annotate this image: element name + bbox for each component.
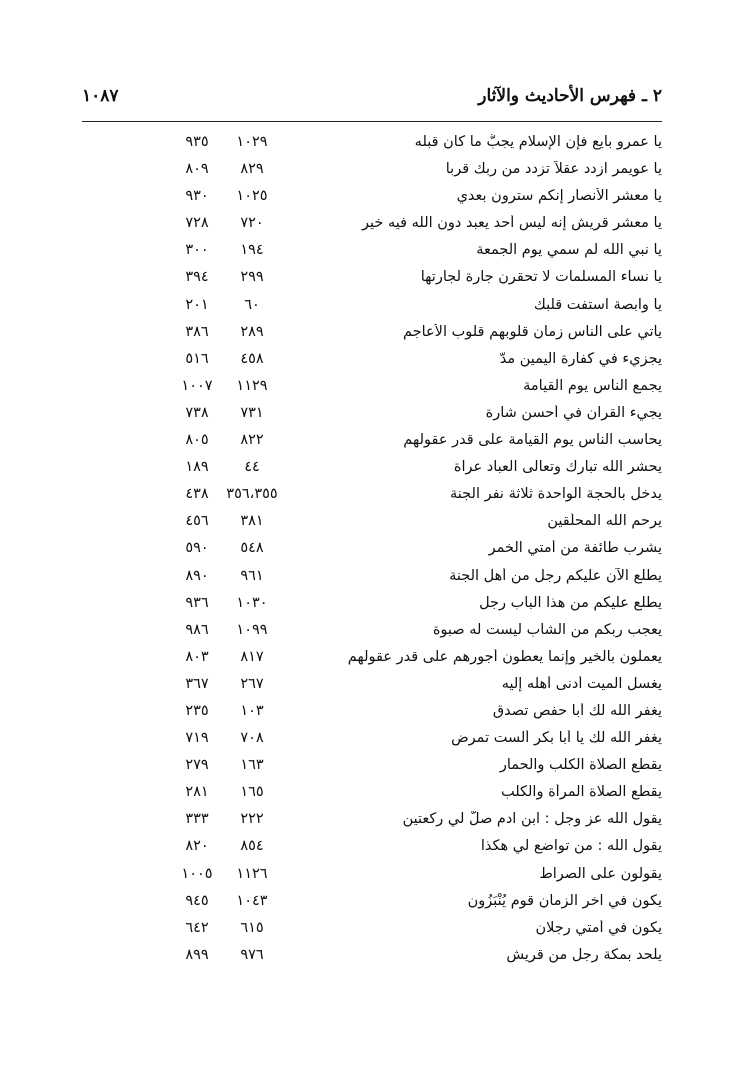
page-reference: ٩٣٠: [185, 188, 209, 205]
reference-number: ١٩٤: [240, 242, 264, 259]
hadith-text: يغفر الله لك يا أبا بكر ألست تمرض: [451, 730, 662, 747]
page-reference: ٧٢٨: [185, 215, 209, 232]
table-row: [82, 592, 662, 619]
table-row: [82, 917, 662, 944]
table-row: [82, 402, 662, 429]
table-row: [82, 944, 662, 971]
table-row: [82, 321, 662, 348]
hadith-text: يأتي على الناس زمان قلوبهم قلوب الأعاجم: [403, 323, 662, 340]
page-reference: ٧٣٨: [185, 404, 209, 421]
reference-number: ٨٢٢: [240, 432, 264, 449]
table-row: [82, 700, 662, 727]
reference-number: ٨١٧: [240, 648, 264, 665]
reference-number: ٨٢٩: [240, 161, 264, 178]
hadith-text: يجيء القرآن في أحسن شارة: [485, 404, 662, 421]
hadith-text: يطلع الآن عليكم رجل من أهل الجنة: [449, 567, 662, 584]
table-row: [82, 863, 662, 890]
table-row: [82, 429, 662, 456]
page-reference: ٢٠١: [185, 296, 209, 313]
page-reference: ١٠٠٥: [181, 865, 213, 882]
reference-number: ١٦٣: [240, 757, 264, 774]
table-row: [82, 673, 662, 700]
hadith-text: يكون في أمتي رجلان: [535, 919, 662, 936]
page-reference: ١٨٩: [185, 459, 209, 476]
hadith-text: يجمع الناس يوم القيامة: [523, 377, 662, 394]
hadith-text: يقطع الصلاة المرأة والكلب: [500, 784, 662, 801]
table-row: [82, 348, 662, 375]
page-reference: ٢٨١: [185, 784, 209, 801]
reference-number: ١٦٥: [240, 784, 264, 801]
hadith-text: يحشر الله تبارك وتعالى العباد عراة: [453, 459, 662, 476]
page-reference: ٨٢٠: [185, 838, 209, 855]
reference-number: ٢٢٢: [240, 811, 264, 828]
table-row: [82, 185, 662, 212]
reference-number: ٧٢٠: [240, 215, 264, 232]
hadith-text: يقطع الصلاة الكلب والحمار: [499, 757, 662, 774]
page-reference: ٥٩٠: [185, 540, 209, 557]
page-reference: ٦٤٢: [185, 919, 209, 936]
page-number: ١٠٨٧: [82, 86, 119, 106]
hadith-text: يا عمرو بايع فإن الإسلام يجبُّ ما كان قبله: [414, 134, 662, 150]
hadith-text: يا وابصة استفت قلبك: [533, 296, 662, 313]
table-row: [82, 375, 662, 402]
table-row: [82, 890, 662, 917]
table-row: [82, 510, 662, 537]
hadith-text: يا نساء المسلمات لا تحقرن جارة لجارتها: [420, 269, 662, 286]
table-row: [82, 158, 662, 185]
reference-number: ١٠٣٠: [236, 594, 268, 611]
page-header: [82, 86, 662, 120]
header-rule: [82, 121, 662, 122]
table-row: [82, 294, 662, 321]
hadith-text: يحاسب الناس يوم القيامة على قدر عقولهم: [403, 432, 662, 449]
page-reference: ٨٠٩: [185, 161, 209, 178]
table-row: [82, 646, 662, 673]
table-row: [82, 808, 662, 835]
hadith-text: يطلع عليكم من هذا الباب رجل: [479, 594, 662, 611]
page-reference: ٩٨٦: [185, 621, 209, 638]
page-reference: ٩٣٥: [185, 134, 209, 150]
hadith-index-table: [82, 131, 662, 971]
table-row: [82, 483, 662, 510]
table-row: [82, 565, 662, 592]
reference-number: ٩٧٦: [240, 946, 264, 963]
table-row: [82, 266, 662, 293]
hadith-text: يعجب ربكم من الشاب ليست له صبوة: [432, 621, 662, 638]
hadith-text: يرحم الله المحلّقين: [547, 513, 662, 530]
reference-number: ٢٩٩: [240, 269, 264, 286]
reference-number: ٢٦٧: [240, 675, 264, 692]
table-row: [82, 727, 662, 754]
reference-number: ١١٢٩: [236, 377, 268, 394]
reference-number: ٧٠٨: [240, 730, 264, 747]
page-reference: ٧١٩: [185, 730, 209, 747]
hadith-text: يا عويمر ازدد عقلاً تزدد من ربك قربا: [445, 161, 662, 178]
reference-number: ٣٨١: [240, 513, 264, 530]
page-reference: ١٠٠٧: [181, 377, 213, 394]
hadith-text: يكون في آخر الزمان قوم يُنْبَزُون: [467, 892, 662, 909]
hadith-text: يا نبي الله لم سمي يوم الجمعة: [476, 242, 662, 259]
hadith-text: يلحد بمكة رجل من قريش: [506, 946, 662, 963]
page-reference: ٣٩٤: [185, 269, 209, 286]
page-reference: ٨٩٩: [185, 946, 209, 963]
hadith-text: يشرب طائفة من أمتي الخمر: [488, 540, 662, 557]
reference-number: ١٠٩٩: [236, 621, 268, 638]
hadith-text: يقول الله : من تواضع لي هكذا: [480, 838, 662, 855]
table-row: [82, 212, 662, 239]
page-reference: ٤٣٨: [185, 486, 209, 503]
reference-number: ٥٤٨: [240, 540, 264, 557]
hadith-text: يقول الله عز وجل : ابن آدم صلّ لي ركعتين: [402, 811, 662, 828]
table-row: [82, 754, 662, 781]
hadith-text: يعملون بالخير وإنما يعطون أجورهم على قدر عقولهم: [347, 648, 662, 665]
page-reference: ٤٥٦: [185, 513, 209, 530]
reference-number: ٣٥٦،٣٥٥: [226, 486, 278, 503]
reference-number: ٤٤: [244, 459, 260, 476]
running-title: ٢ ـ فهرس الأحاديث والآثار: [478, 86, 662, 106]
reference-number: ٩٦١: [240, 567, 264, 584]
table-row: [82, 781, 662, 808]
page-reference: ٥١٦: [185, 350, 209, 367]
reference-number: ١٠٢٩: [236, 134, 268, 150]
reference-number: ٤٥٨: [240, 350, 264, 367]
reference-number: ٨٥٤: [240, 838, 264, 855]
page-reference: ٩٣٦: [185, 594, 209, 611]
hadith-text: يقولون على الصراط: [539, 865, 662, 882]
page-reference: ٨٠٥: [185, 432, 209, 449]
page-reference: ٨٩٠: [185, 567, 209, 584]
page-reference: ٣٦٧: [185, 675, 209, 692]
hadith-text: يا معشر الأنصار إنكم سترون بعدي: [456, 188, 662, 205]
reference-number: ١١٢٦: [236, 865, 268, 882]
reference-number: ١٠٣: [240, 702, 264, 719]
hadith-text: يدخل بالحجة الواحدة ثلاثة نفر الجنة: [450, 486, 662, 503]
table-row: [82, 619, 662, 646]
hadith-text: يغسل الميت أدنى أهله إليه: [501, 675, 662, 692]
page-reference: ٢٣٥: [185, 702, 209, 719]
page-reference: ٣٨٦: [185, 323, 209, 340]
table-row: [82, 131, 662, 158]
page-reference: ٩٤٥: [185, 892, 209, 909]
table-row: [82, 456, 662, 483]
reference-number: ٢٨٩: [240, 323, 264, 340]
page-reference: ٣٣٣: [185, 811, 209, 828]
page-reference: ٨٠٣: [185, 648, 209, 665]
table-row: [82, 537, 662, 564]
hadith-text: يا معشر قريش إنه ليس أحد يعبد دون الله فيه خير: [362, 215, 662, 232]
reference-number: ١٠٢٥: [236, 188, 268, 205]
reference-number: ٧٣١: [240, 404, 264, 421]
reference-number: ٦١٥: [240, 919, 264, 936]
reference-number: ٦٠: [244, 296, 260, 313]
hadith-text: يجزيء في كفارة اليمين مدّ: [499, 350, 662, 367]
table-row: [82, 835, 662, 862]
page-reference: ٢٧٩: [185, 757, 209, 774]
table-row: [82, 239, 662, 266]
reference-number: ١٠٤٣: [236, 892, 268, 909]
hadith-text: يغفر الله لك أبا حفص تصدق: [492, 702, 662, 719]
page-reference: ٣٠٠: [185, 242, 209, 259]
